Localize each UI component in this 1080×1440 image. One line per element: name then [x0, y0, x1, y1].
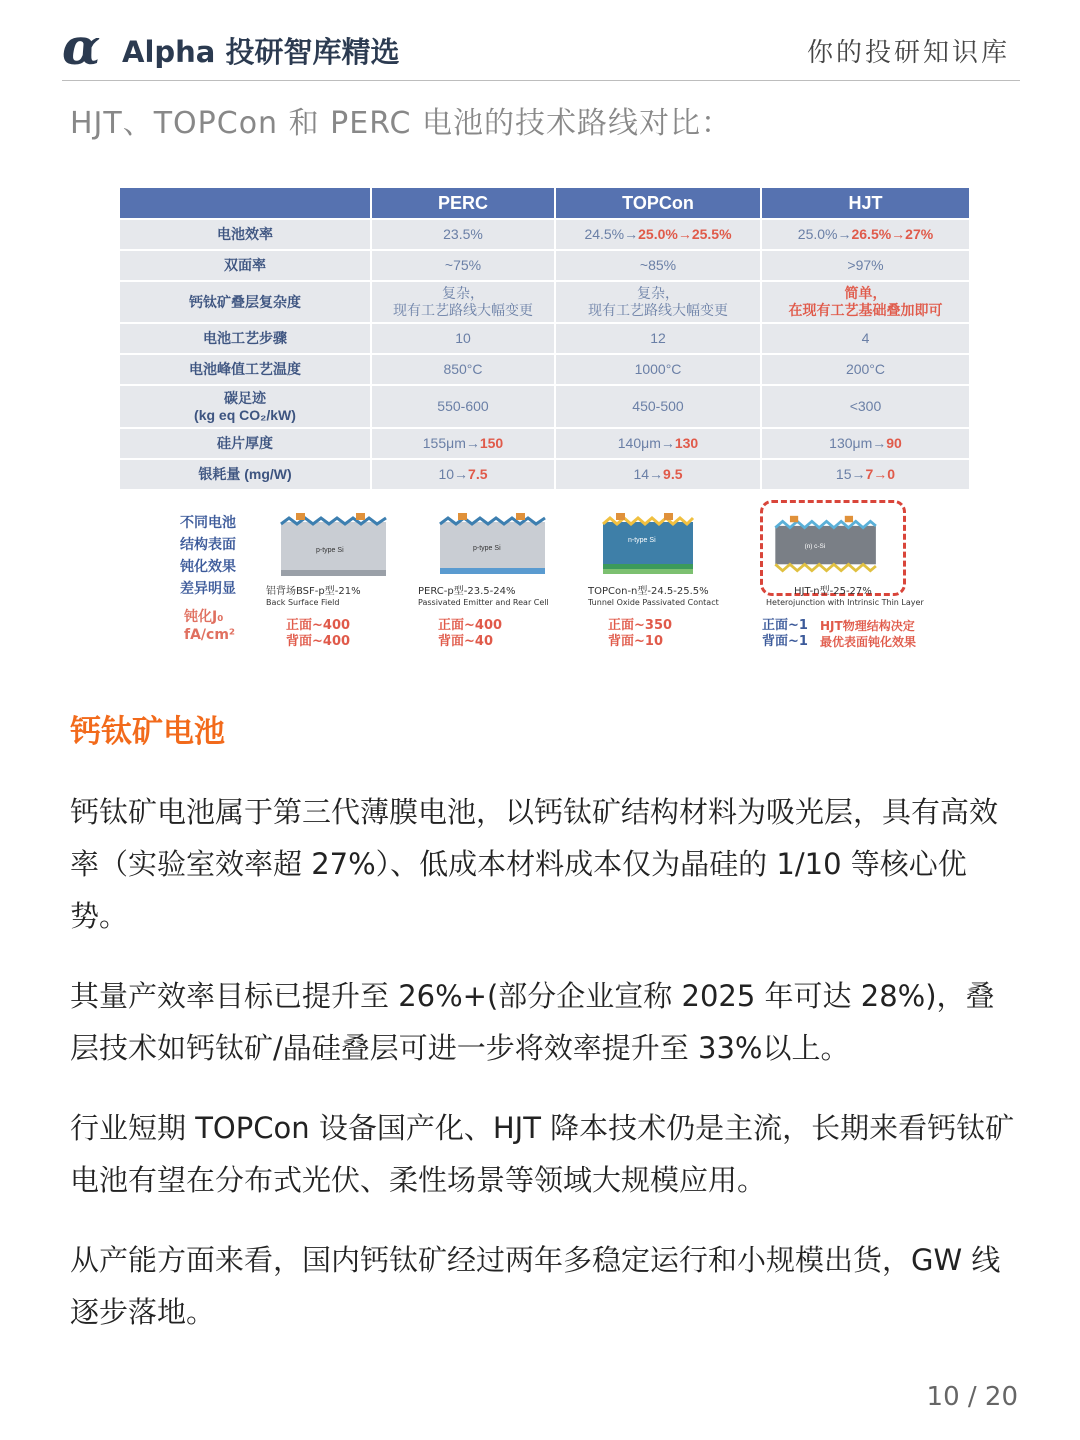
front-value: 正面~400 — [286, 618, 351, 633]
passivation-values — [286, 618, 350, 650]
table-row — [120, 282, 969, 322]
hjt-note-line: HJT物理结构决定 — [820, 619, 915, 633]
page-header — [62, 17, 1020, 81]
cell-line: 在现有工艺基础叠加即可 — [788, 302, 943, 318]
table-row — [120, 460, 969, 489]
row-label: 电池工艺步骤 — [120, 324, 370, 353]
table-cell: ~85% — [556, 251, 760, 280]
table-cell: 10 — [372, 324, 554, 353]
passivation-values — [438, 618, 502, 650]
table-cell: 550-600 — [372, 386, 554, 427]
table-cell: 1000°C — [556, 355, 760, 384]
table-cell — [762, 220, 969, 249]
column-header: PERC — [372, 188, 554, 218]
table-cell: ~75% — [372, 251, 554, 280]
layer-label: p-type Si — [473, 545, 501, 552]
section-heading: 钙钛矿电池 — [70, 714, 225, 750]
column-header: TOPCon — [556, 188, 760, 218]
cell-highlight: 90 — [886, 435, 902, 451]
row-label: 电池效率 — [120, 220, 370, 249]
table-cell: >97% — [762, 251, 969, 280]
cell-line: (kg eq CO₂/kW) — [194, 406, 296, 423]
passivation-j0-label — [184, 608, 254, 644]
perc-cell — [418, 502, 578, 652]
side-label-line: 钝化效果 — [180, 559, 236, 575]
bsf-cell — [266, 502, 426, 652]
page-number: 10 / 20 — [926, 1382, 1018, 1412]
back-value: 背面~400 — [286, 634, 351, 649]
table-row — [120, 220, 969, 249]
cell-highlight: 7.5 — [468, 466, 488, 482]
front-value: 正面~1 — [762, 618, 808, 633]
paragraph: 钙钛矿电池属于第三代薄膜电池，以钙钛矿结构材料为吸光层，具有高效率（实验室效率超 27%）、低成本材料成本仅为晶硅的 1/10 等核心优势。 — [70, 795, 999, 933]
row-label: 钙钛矿叠层复杂度 — [120, 282, 370, 322]
cell-line: 现有工艺路线大幅变更 — [393, 302, 533, 318]
table-cell: 4 — [762, 324, 969, 353]
table-corner — [120, 188, 370, 218]
table-cell: 12 — [556, 324, 760, 353]
cell-line: 碳足迹 — [224, 389, 266, 406]
cell-highlight: 7→0 — [865, 466, 896, 482]
cell-text: 130μm→ — [829, 435, 887, 451]
cell-highlight: 130 — [674, 435, 699, 451]
side-label-line: 不同电池 — [180, 515, 236, 531]
table-cell: 200°C — [762, 355, 969, 384]
cell-structures — [118, 496, 971, 661]
table-cell — [556, 460, 760, 489]
hjt-note — [820, 618, 930, 650]
structure-side-label — [180, 512, 260, 600]
cell-text: 25.0%→ — [797, 226, 852, 242]
table-cell — [372, 282, 554, 322]
table-cell — [762, 282, 969, 322]
cell-caption: HJT-n型-25-27% — [794, 586, 872, 597]
cell-text: 24.5%→ — [584, 226, 639, 242]
j-label-line: 钝化J₀ — [184, 609, 224, 625]
row-label: 电池峰值工艺温度 — [120, 355, 370, 384]
cell-line: 简单， — [844, 285, 887, 301]
comparison-table — [118, 186, 971, 491]
cell-caption: TOPCon-n型-24.5-25.5% — [588, 586, 709, 597]
table-cell — [762, 460, 969, 489]
cell-highlight: 26.5%→27% — [851, 226, 934, 242]
cell-highlight: 150 — [479, 435, 504, 451]
table-row — [120, 429, 969, 458]
paragraph: 行业短期 TOPCon 设备国产化、HJT 降本技术仍是主流，长期来看钙钛矿电池有望在分布式光伏、柔性场景等领域大规模应用。 — [70, 1111, 1015, 1197]
table-cell: 850°C — [372, 355, 554, 384]
table-cell — [556, 220, 760, 249]
row-label: 硅片厚度 — [120, 429, 370, 458]
front-value: 正面~350 — [608, 618, 673, 633]
row-label: 银耗量 (mg/W) — [120, 460, 370, 489]
cell-text: 14→ — [633, 466, 664, 482]
hjt-note-line: 最优表面钝化效果 — [820, 635, 917, 649]
layer-label: (n) c-Si — [804, 542, 826, 550]
table-row — [120, 386, 969, 427]
table-row — [120, 355, 969, 384]
table-cell: 23.5% — [372, 220, 554, 249]
side-label-line: 结构表面 — [180, 537, 236, 553]
passivation-values — [608, 618, 672, 650]
front-value: 正面~400 — [438, 618, 503, 633]
bsf-structure-diagram — [276, 510, 416, 582]
row-label: 双面率 — [120, 251, 370, 280]
cell-text: 140μm→ — [617, 435, 675, 451]
side-label-line: 差异明显 — [180, 581, 236, 597]
passivation-values — [762, 618, 808, 650]
hjt-structure-diagram — [768, 510, 896, 582]
layer-label: p-type Si — [316, 547, 344, 554]
cell-subcaption: Passivated Emitter and Rear Cell — [418, 598, 549, 607]
table-cell: <300 — [762, 386, 969, 427]
cell-text: 15→ — [835, 466, 866, 482]
table-cell — [372, 429, 554, 458]
table-cell — [556, 429, 760, 458]
cell-text: 155μm→ — [422, 435, 480, 451]
alpha-logo-icon: α — [62, 17, 101, 76]
j-label-line: fA/cm² — [184, 627, 236, 643]
back-value: 背面~10 — [608, 634, 663, 649]
tagline: 你的投研知识库 — [806, 38, 1010, 68]
row-label — [120, 386, 370, 427]
section-title: HJT、TOPCon 和 PERC 电池的技术路线对比： — [70, 106, 733, 141]
topcon-cell — [588, 502, 748, 652]
cell-highlight: 9.5 — [663, 466, 683, 482]
cell-text: 10→ — [438, 466, 469, 482]
cell-line: 复杂， — [637, 285, 679, 301]
table-cell — [556, 282, 760, 322]
table-cell — [762, 429, 969, 458]
table-row — [120, 251, 969, 280]
paragraph: 从产能方面来看，国内钙钛矿经过两年多稳定运行和小规模出货，GW 线逐步落地。 — [70, 1243, 1001, 1329]
cell-caption: 铝背场BSF-p型-21% — [266, 586, 361, 597]
cell-line: 现有工艺路线大幅变更 — [588, 302, 728, 318]
hjt-cell — [762, 502, 966, 652]
layer-label: n-type Si — [628, 537, 656, 544]
table-cell: 450-500 — [556, 386, 760, 427]
cell-caption: PERC-p型-23.5-24% — [418, 586, 516, 597]
back-value: 背面~1 — [762, 634, 808, 649]
table-cell — [372, 460, 554, 489]
table-header-row — [120, 188, 969, 218]
table-row — [120, 324, 969, 353]
brand-name: Alpha 投研智库精选 — [122, 35, 400, 69]
column-header: HJT — [762, 188, 969, 218]
topcon-structure-diagram — [598, 510, 738, 582]
cell-subcaption: Tunnel Oxide Passivated Contact — [588, 598, 719, 607]
cell-subcaption: Back Surface Field — [266, 598, 340, 607]
perc-structure-diagram — [428, 510, 568, 582]
cell-line: 复杂， — [442, 285, 484, 301]
cell-subcaption: Heterojunction with Intrinsic Thin Layer — [766, 598, 924, 607]
paragraph: 其量产效率目标已提升至 26%+(部分企业宣称 2025 年可达 28%)，叠层技术如钙钛矿/晶硅叠层可进一步将效率提升至 33%以上。 — [70, 979, 995, 1065]
comparison-figure — [118, 186, 971, 661]
back-value: 背面~40 — [438, 634, 493, 649]
cell-highlight: 25.0%→25.5% — [638, 226, 732, 242]
